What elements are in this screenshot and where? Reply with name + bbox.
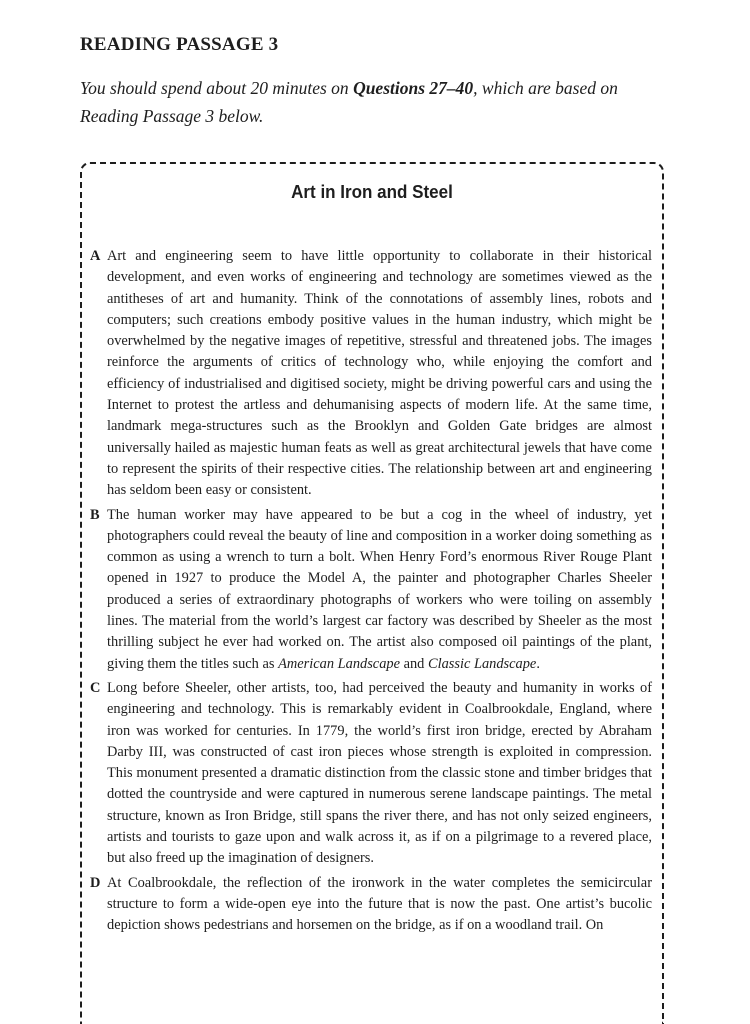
paragraph-connector: and	[399, 655, 428, 672]
paragraph-text: At Coalbrookdale, the reflection of the ironwork in the water completes the semicircular structure to form a wide-open eye into the future that is now the past. One artist’s bucolic depiction shows pedestrians and horsemen on the bridge, as if on a woodland trail. On	[107, 874, 652, 934]
questions-range: Questions 27–40	[353, 78, 474, 98]
paragraph-text: The human worker may have appeared to be but a cog in the wheel of industry, yet photographers could reveal the beauty of line and composition in a worker doing something as common as using a wrench to turn a bolt. When Henry Ford’s enormous River Rouge Plant opened in 1927 to produce the Model A, the painter and photographer Charles Sheeler produced a series of extraordinary photographs of workers who were toiling on assembly lines. The material from the world’s largest car factory was described by Sheeler as the most thrilling subject he ever had worked on. The artist also composed oil paintings of the plant, giving them the titles such as	[107, 506, 652, 672]
instruction-text	[80, 74, 680, 130]
paragraph-letter: A	[90, 248, 101, 264]
section-heading: READING PASSAGE 3	[80, 34, 279, 55]
paragraph-letter: D	[90, 874, 101, 891]
instruction-prefix: You should spend about 20 minutes on	[80, 78, 354, 98]
paragraph-d	[90, 873, 652, 937]
paragraph-c	[90, 678, 652, 870]
instruction-suffix: , which are based on Reading Passage 3 below.	[80, 78, 618, 126]
article-title: Art in Iron and Steel	[291, 181, 453, 202]
painting-title: American Landscape	[278, 655, 400, 672]
painting-title: Classic Landscape	[427, 655, 537, 672]
paragraph-b	[90, 505, 652, 675]
paragraph-letter: C	[90, 679, 101, 696]
paragraph-a	[90, 246, 652, 502]
paragraph-text: Long before Sheeler, other artists, too, had perceived the beauty and humanity in works of engineering and technology. This is remarkably evident in Coalbrookdale, England, where iron was worked for centuries. In 1779, the world’s first iron bridge, erected by Abraham Darby III, was constructed of cast iron pieces whose strength is exploited in compression. This monument presented a dramatic distinction from the classic stone and timber bridges that dotted the countryside and were captured in numerous serene landscape paintings. The metal structure, known as Iron Bridge, still spans the river there, and has not only seized engineers, artists and tourists to gaze upon and walk across it, as if on a pilgrimage to a revered place, but also freed up the imagination of designers.	[107, 679, 652, 867]
paragraph-end: .	[536, 655, 540, 672]
paragraph-letter: B	[90, 506, 100, 523]
passage-body	[90, 246, 652, 940]
paragraph-text: Art and engineering seem to have little opportunity to collaborate in their historical development, and even works of engineering and technology are sometimes viewed as the antitheses of art and humanity. Think of the connotations of assembly lines, robots and computers; such creations embody positive values in the human industry, which might be overwhelmed by the negative images of repetitive, stressful and threatened jobs. The images reinforce the arguments of critics of technology who, while enjoying the comfort and efficiency of industrialised and digitised society, might be driving powerful cars and using the Internet to protest the artless and dehumanising aspects of modern life. At the same time, landmark mega-structures such as the Brooklyn and Golden Gate bridges are almost universally hailed as majestic human feats as well as great architectural jewels that have come to represent the spirits of their respective cities. The relationship between art and engineering has seldom been easy or consistent.	[107, 248, 652, 499]
